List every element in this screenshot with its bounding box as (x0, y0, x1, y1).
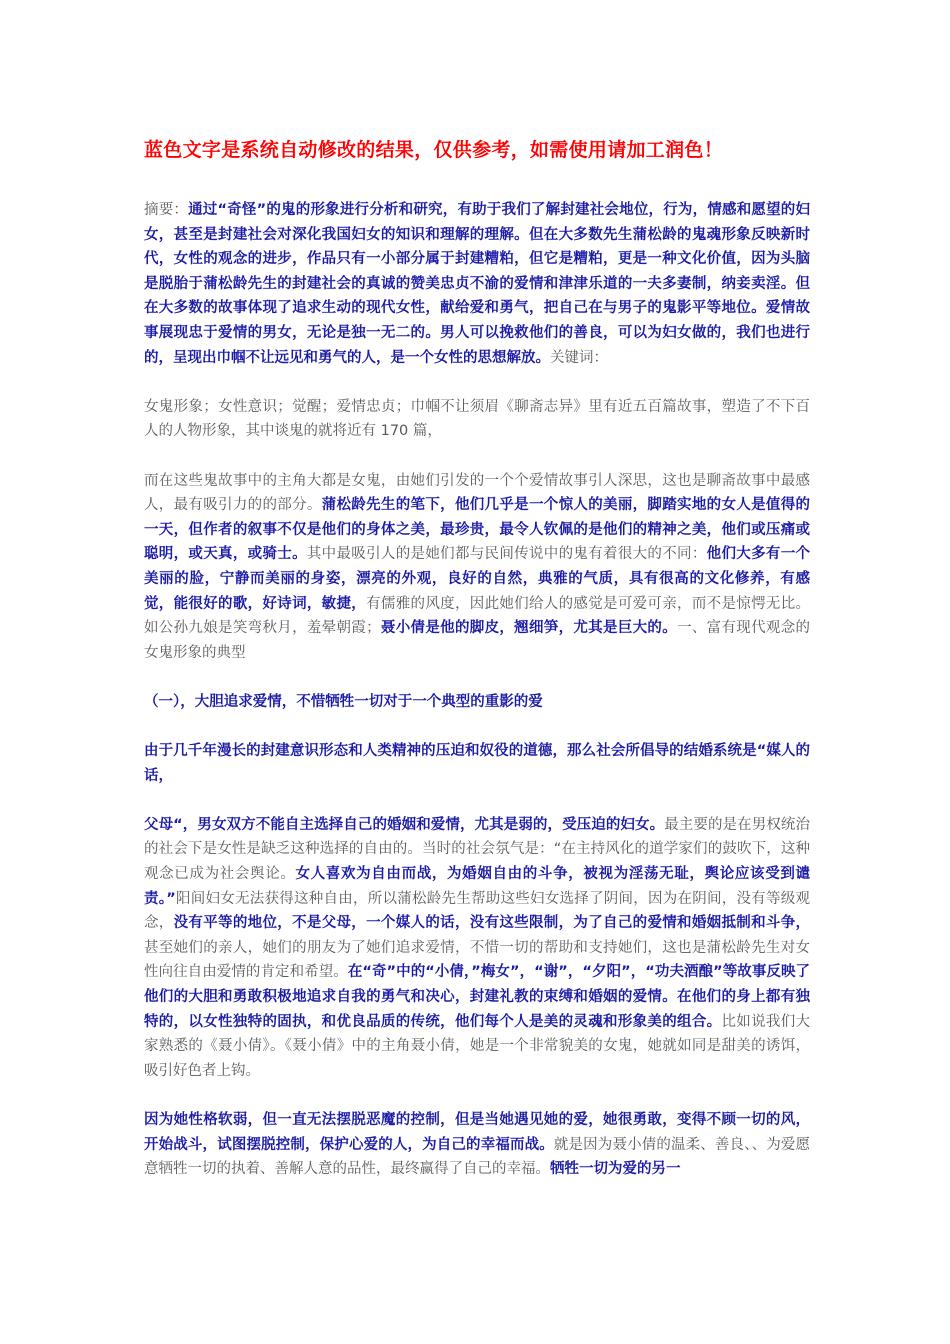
paragraph-background (144, 739, 810, 788)
revised-text: 他们大多有一个美丽的脸，宁静而美丽的身姿，漂亮的外观，良好的自然，典雅的气质，具有很高的文化修养，有感觉，能很好的歌，好诗词，敏捷， (144, 546, 811, 612)
revised-text: 由于几千年漫长的封建意识形态和人类精神的压迫和奴役的道德，那么社会所倡导的结婚系统是“媒人的话， (144, 743, 810, 784)
original-text: 有儒雅的风度，因此她们给人的感觉是可爱可亲，而不是惊愕无比。如公孙九娘是笑弯秋月，羞晕朝霞； (144, 595, 811, 637)
original-text: 就是因为聂小倩的温柔、善良、、为爱愿意牺牲一切的执着、善解人意的品性，最终赢得了自己的幸福。 (144, 1136, 811, 1178)
original-text: 一、富有现代观念的女鬼形象的典型 (144, 620, 811, 661)
revised-text: 没有平等的地位，不是父母，一个媒人的话，没有这些限制，为了自己的爱情和婚姻抵制和斗争， (173, 915, 811, 932)
original-text: 关键词： (550, 349, 608, 366)
original-text: 女鬼形象；女性意识；觉醒；爱情忠贞；巾帼不让须眉《聊斋志异》里有近五百篇故事，塑造了不下百人的人物形象，其中谈鬼的就将近有 170 篇， (144, 398, 810, 440)
revised-text: （一），大胆追求爱情，不惜牺牲一切对于一个典型的重影的爱 (144, 693, 543, 710)
revised-text: 蒲松龄先生的笔下，他们几乎是一个惊人的美丽，脚踏实地的女人是值得的一天，但作者的叙事不仅是他们的身体之美，最珍贵，最令人钦佩的是他们的精神之美，他们或压痛或聪明，或天真，或骑士。 (144, 497, 811, 563)
revised-text: 聂小倩是他的脚皮，翘细笋，尤其是巨大的。 (380, 620, 678, 637)
section-heading (144, 690, 810, 715)
original-text: 甚至她们的亲人，她们的朋友为了她们追求爱情，不惜一切的帮助和支持她们，这也是蒲松龄先生对女性向往自由爱情的肯定和希望。 (144, 939, 810, 981)
original-text: 而在这些鬼故事中的主角大都是女鬼，由她们引发的一个个爱情故事引人深思，这也是聊斋故事中最感人，最有吸引力的的部分。 (144, 472, 810, 514)
original-text: 比如说我们大家熟悉的《聂小倩》。《聂小倩》中的主角聂小倩，她是一个非常貌美的女鬼，她就如同是甜美的诱饵，吸引好色者上钩。 (144, 1013, 811, 1079)
paragraph-xiaoqian (144, 1108, 810, 1182)
revision-notice: 蓝色文字是系统自动修改的结果，仅供参考，如需使用请加工润色！ (144, 139, 724, 161)
revised-text: 父母“，男女双方不能自主选择自己的婚姻和爱情，尤其是弱的，受压迫的妇女。 (144, 816, 665, 833)
paragraph-marriage (144, 813, 810, 1084)
paragraph-keywords (144, 395, 810, 444)
original-text: 阳间妇女无法获得这种自由，所以蒲松龄先生帮助这些妇女选择了阴间，因为在阴间，没有等级观念， (144, 890, 810, 932)
article-body (144, 198, 810, 1206)
revised-text: 女人喜欢为自由而战，为婚姻自由的斗争，被视为淫荡无耻，舆论应该受到谴责。” (144, 866, 811, 907)
revised-text: 牺牲一切为爱的另一 (550, 1161, 681, 1178)
original-text: 其中最吸引人的是她们都与民间传说中的鬼有着很大的不同： (306, 546, 707, 563)
paragraph-intro (144, 469, 810, 666)
revised-text: 在“奇”中的“小倩，”梅女”，“谢”，“夕阳”，“功夫酒酿”等故事反映了他们的大胆和勇敢积极地追求自我的勇气和决心，封建礼教的束缚和婚姻的爱情。在他们的身上都有独特的，以女性独特的固执，和优良品质的传统，他们每个人是美的灵魂和形象美的组合。 (144, 964, 811, 1030)
paragraph-abstract (144, 198, 810, 370)
original-text: 摘要： (144, 202, 189, 218)
revised-text: 通过“奇怪”的鬼的形象进行分析和研究，有助于我们了解封建社会地位，行为，情感和愿望的妇女，甚至是封建社会对深化我国妇女的知识和理解的理解。但在大多数先生蒲松龄的鬼魂形象反映新时代，女性的观念的进步，作品只有一小部分属于封建糟粕，但它是糟粕，更是一种文化价值，因为头脑是脱胎于蒲松龄先生的封建社会的真诚的赞美忠贞不渝的爱情和津津乐道的一夫多妻制，纳妾卖淫。但在大多数的故事体现了追求生动的现代女性，献给爱和勇气，把自己在与男子的鬼影平等地位。爱情故事展现忠于爱情的男女，无论是独一无二的。男人可以挽救他们的善良，可以为妇女做的，我们也进行的，呈现出巾帼不让远见和勇气的人，是一个女性的思想解放。 (144, 202, 811, 366)
revised-text: 因为她性格软弱，但一直无法摆脱恶魔的控制，但是当她遇见她的爱，她很勇敢，变得不顾一切的风，开始战斗，试图摆脱控制，保护心爱的人，为自己的幸福而战。 (144, 1111, 810, 1153)
original-text: 最主要的是在男权统治的社会下是女性是缺乏这种选择的自由的。当时的社会氛气是：“在主持风化的道学家们的鼓吹下，这种观念已成为社会舆论。 (144, 816, 810, 883)
